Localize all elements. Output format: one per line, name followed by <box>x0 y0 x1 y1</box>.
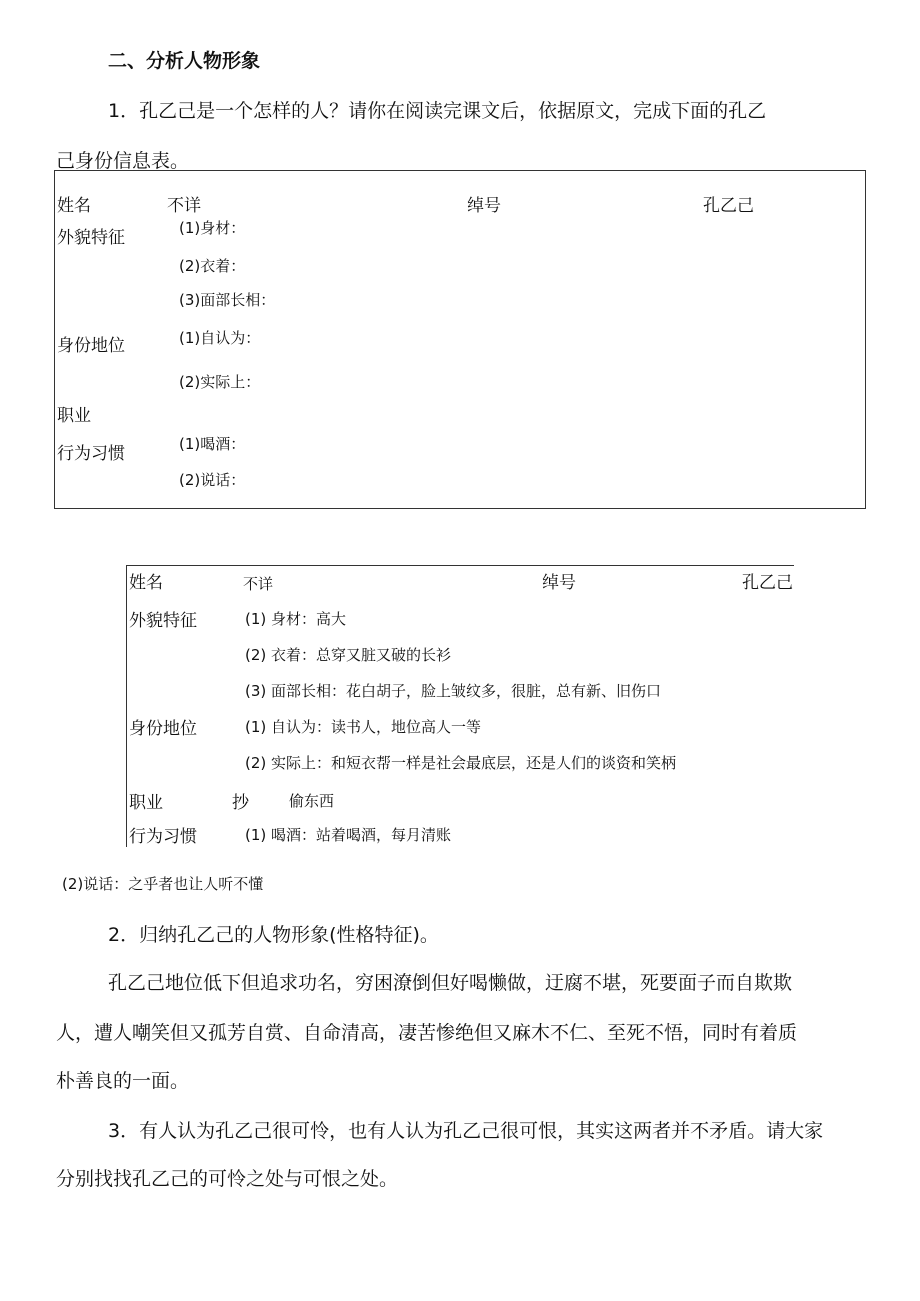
status-item: (2) 实际上：和短衣帮一样是社会最底层，还是人们的谈资和笑柄 <box>245 754 677 772</box>
habit-item: (1) 喝酒：站着喝酒，每月清账 <box>245 826 452 844</box>
nickname-value: 孔乙己 <box>742 573 793 593</box>
answer-table-left-border <box>126 565 127 847</box>
name-value: 不详 <box>243 575 274 593</box>
status-label: 身份地位 <box>129 719 197 739</box>
appearance-item: (1) 身材：高大 <box>245 610 347 628</box>
appearance-item: (1)身材： <box>179 219 246 237</box>
answer-2-line2: 人，遭人嘲笑但又孤芳自赏、自命清高，凄苦惨绝但又麻木不仁、至死不悟，同时有着质 <box>56 1022 798 1044</box>
answer-2-line3: 朴善良的一面。 <box>56 1070 190 1092</box>
job-value-2: 偷东西 <box>289 792 335 810</box>
habit-label: 行为习惯 <box>129 827 197 847</box>
section-title: 二、分析人物形象 <box>108 50 261 72</box>
job-value-1: 抄 <box>232 793 249 813</box>
habit-item: (2)说话： <box>179 471 246 489</box>
info-table-blank <box>54 170 866 509</box>
question-3-line2: 分别找找孔乙己的可怜之处与可恨之处。 <box>56 1168 399 1190</box>
appearance-item: (3) 面部长相：花白胡子，脸上皱纹多，很脏，总有新、旧伤口 <box>245 682 662 700</box>
nickname-label: 绰号 <box>542 573 576 593</box>
habit-item-overflow: (2)说话：之乎者也让人听不懂 <box>62 875 264 893</box>
appearance-label: 外貌特征 <box>129 611 197 631</box>
job-label: 职业 <box>57 406 91 426</box>
answer-2-line1: 孔乙己地位低下但追求功名，穷困潦倒但好喝懒做，迂腐不堪，死要面子而自欺欺 <box>108 972 793 994</box>
appearance-item: (2) 衣着：总穿又脏又破的长衫 <box>245 646 452 664</box>
habit-label: 行为习惯 <box>57 444 125 464</box>
question-1-line2: 己身份信息表。 <box>56 150 190 172</box>
nickname-label: 绰号 <box>467 196 501 216</box>
appearance-item: (2)衣着： <box>179 257 246 275</box>
status-label: 身份地位 <box>57 336 125 356</box>
name-label: 姓名 <box>129 573 163 593</box>
appearance-item: (3)面部长相： <box>179 291 276 309</box>
name-value: 不详 <box>167 196 201 216</box>
status-item: (1) 自认为：读书人，地位高人一等 <box>245 718 482 736</box>
status-item: (1)自认为： <box>179 329 261 347</box>
status-item: (2)实际上： <box>179 373 261 391</box>
appearance-label: 外貌特征 <box>57 228 125 248</box>
name-label: 姓名 <box>57 196 91 216</box>
answer-table-top-border <box>126 565 794 566</box>
nickname-value: 孔乙己 <box>703 196 754 216</box>
job-label: 职业 <box>129 793 163 813</box>
habit-item: (1)喝酒： <box>179 435 246 453</box>
question-2: 2．归纳孔乙己的人物形象(性格特征)。 <box>108 924 439 946</box>
question-3-line1: 3．有人认为孔乙己很可怜，也有人认为孔乙己很可恨，其实这两者并不矛盾。请大家 <box>108 1120 824 1142</box>
question-1-line1: 1．孔乙己是一个怎样的人？请你在阅读完课文后，依据原文，完成下面的孔乙 <box>108 100 767 122</box>
